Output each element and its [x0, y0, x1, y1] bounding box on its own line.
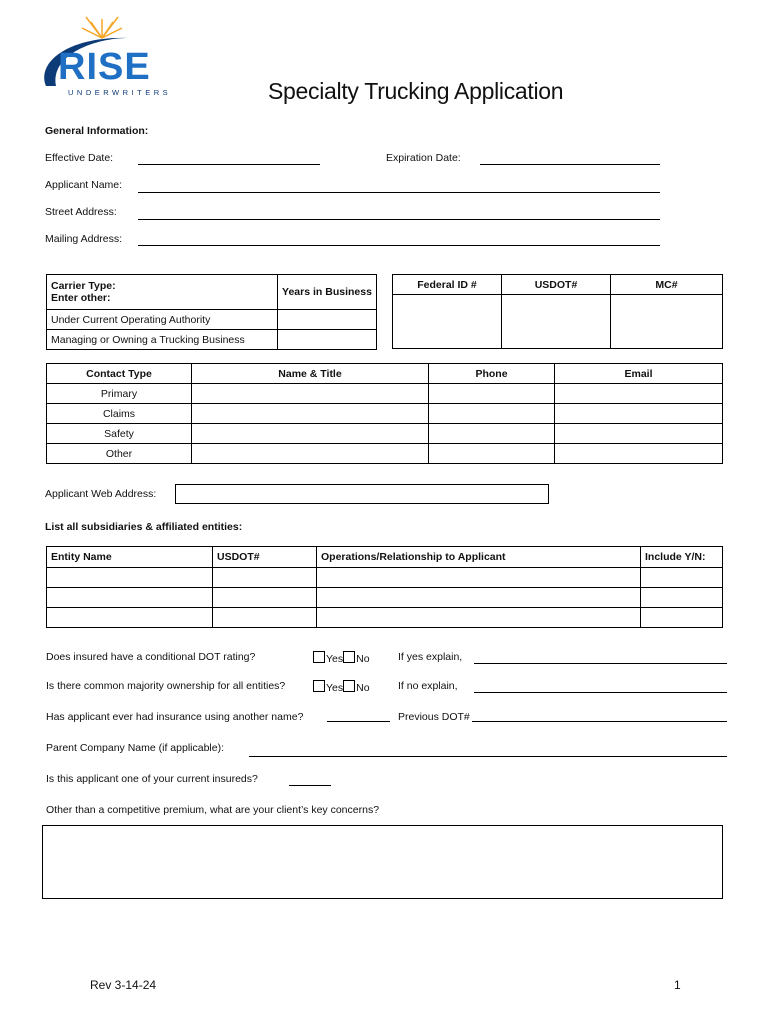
if-yes-label: If yes explain,: [398, 651, 463, 663]
usdot-input[interactable]: [502, 295, 611, 349]
include-cell[interactable]: [641, 568, 723, 588]
yes-label: Yes: [326, 682, 344, 694]
conditional-dot-question: Does insured have a conditional DOT rating?: [46, 651, 256, 663]
include-cell[interactable]: [641, 588, 723, 608]
parent-company-field[interactable]: [249, 756, 727, 757]
mailing-address-label: Mailing Address:: [45, 233, 123, 245]
trucking-business-years[interactable]: [278, 330, 377, 350]
effective-date-field[interactable]: [138, 164, 320, 165]
id-table: [392, 274, 723, 349]
email-cell[interactable]: [555, 404, 723, 424]
general-info-heading: General Information:: [45, 125, 149, 137]
contact-type-other: Other: [47, 444, 192, 464]
sub-usdot-header: USDOT#: [213, 547, 317, 568]
contact-type-header: Contact Type: [47, 364, 192, 384]
usdot-cell[interactable]: [213, 568, 317, 588]
contact-type-primary: Primary: [47, 384, 192, 404]
federal-id-header: Federal ID #: [393, 275, 502, 295]
contact-type-safety: Safety: [47, 424, 192, 444]
operating-authority-years[interactable]: [278, 310, 377, 330]
table-row: [47, 608, 723, 628]
email-cell[interactable]: [555, 384, 723, 404]
phone-header: Phone: [429, 364, 555, 384]
operating-authority-label: Under Current Operating Authority: [47, 310, 278, 330]
other-name-question: Has applicant ever had insurance using another name?: [46, 711, 304, 723]
mailing-address-field[interactable]: [138, 245, 660, 246]
name-title-cell[interactable]: [192, 424, 429, 444]
trucking-business-label: Managing or Owning a Trucking Business: [47, 330, 278, 350]
entity-name-cell[interactable]: [47, 588, 213, 608]
include-header: Include Y/N:: [641, 547, 723, 568]
yes-label: Yes: [326, 653, 344, 665]
revision-label: Rev 3-14-24: [90, 978, 157, 992]
logo-brand: RISE: [58, 46, 151, 88]
usdot-header: USDOT#: [502, 275, 611, 295]
if-no-label: If no explain,: [398, 680, 458, 692]
entity-name-cell[interactable]: [47, 568, 213, 588]
contact-table: [46, 363, 723, 464]
table-row: [47, 404, 723, 424]
page-title: Specialty Trucking Application: [268, 78, 564, 104]
carrier-type-label: Carrier Type:: [51, 280, 116, 292]
conditional-dot-options: [313, 651, 370, 665]
table-row: [47, 444, 723, 464]
name-title-cell[interactable]: [192, 404, 429, 424]
operations-cell[interactable]: [317, 588, 641, 608]
common-ownership-options: [313, 680, 370, 694]
usdot-cell[interactable]: [213, 588, 317, 608]
current-insured-question: Is this applicant one of your current insureds?: [46, 773, 258, 785]
if-yes-field[interactable]: [474, 663, 727, 664]
phone-cell[interactable]: [429, 404, 555, 424]
street-address-field[interactable]: [138, 219, 660, 220]
phone-cell[interactable]: [429, 444, 555, 464]
web-address-input[interactable]: [175, 484, 549, 504]
applicant-name-label: Applicant Name:: [45, 179, 123, 191]
logo-tagline: UNDERWRITERS: [68, 88, 172, 97]
subsidiaries-heading: List all subsidiaries & affiliated entities:: [45, 521, 243, 533]
current-insured-field[interactable]: [289, 785, 331, 786]
include-cell[interactable]: [641, 608, 723, 628]
page-number: 1: [674, 978, 681, 992]
entity-name-cell[interactable]: [47, 608, 213, 628]
expiration-date-label: Expiration Date:: [386, 152, 461, 164]
table-row: [47, 424, 723, 444]
previous-dot-label: Previous DOT#: [398, 711, 470, 723]
previous-dot-field[interactable]: [472, 721, 727, 722]
key-concerns-question: Other than a competitive premium, what are your client’s key concerns?: [46, 804, 380, 816]
mc-input[interactable]: [611, 295, 723, 349]
name-title-cell[interactable]: [192, 444, 429, 464]
years-in-business-header: Years in Business: [278, 275, 377, 310]
name-title-header: Name & Title: [192, 364, 429, 384]
common-ownership-question: Is there common majority ownership for all entities?: [46, 680, 286, 692]
web-address-label: Applicant Web Address:: [45, 488, 157, 500]
phone-cell[interactable]: [429, 424, 555, 444]
no-label: No: [356, 653, 370, 665]
subsidiaries-table: [46, 546, 723, 628]
federal-id-input[interactable]: [393, 295, 502, 349]
operations-cell[interactable]: [317, 608, 641, 628]
operations-header: Operations/Relationship to Applicant: [317, 547, 641, 568]
usdot-cell[interactable]: [213, 608, 317, 628]
no-label: No: [356, 682, 370, 694]
common-ownership-no-checkbox[interactable]: [343, 680, 355, 692]
effective-date-label: Effective Date:: [45, 152, 114, 164]
other-name-field[interactable]: [327, 721, 390, 722]
common-ownership-yes-checkbox[interactable]: [313, 680, 325, 692]
if-no-field[interactable]: [474, 692, 727, 693]
name-title-cell[interactable]: [192, 384, 429, 404]
conditional-dot-yes-checkbox[interactable]: [313, 651, 325, 663]
table-row: [47, 384, 723, 404]
carrier-type-cell[interactable]: [47, 275, 278, 310]
conditional-dot-no-checkbox[interactable]: [343, 651, 355, 663]
entity-name-header: Entity Name: [47, 547, 213, 568]
street-address-label: Street Address:: [45, 206, 117, 218]
phone-cell[interactable]: [429, 384, 555, 404]
email-cell[interactable]: [555, 424, 723, 444]
company-logo: [36, 16, 176, 100]
carrier-type-table: [46, 274, 377, 350]
parent-company-label: Parent Company Name (if applicable):: [46, 742, 224, 754]
operations-cell[interactable]: [317, 568, 641, 588]
email-cell[interactable]: [555, 444, 723, 464]
key-concerns-textarea[interactable]: [42, 825, 723, 899]
table-row: [47, 568, 723, 588]
table-row: [47, 588, 723, 608]
mc-header: MC#: [611, 275, 723, 295]
expiration-date-field[interactable]: [480, 164, 660, 165]
email-header: Email: [555, 364, 723, 384]
applicant-name-field[interactable]: [138, 192, 660, 193]
enter-other-label: Enter other:: [51, 292, 111, 304]
contact-type-claims: Claims: [47, 404, 192, 424]
